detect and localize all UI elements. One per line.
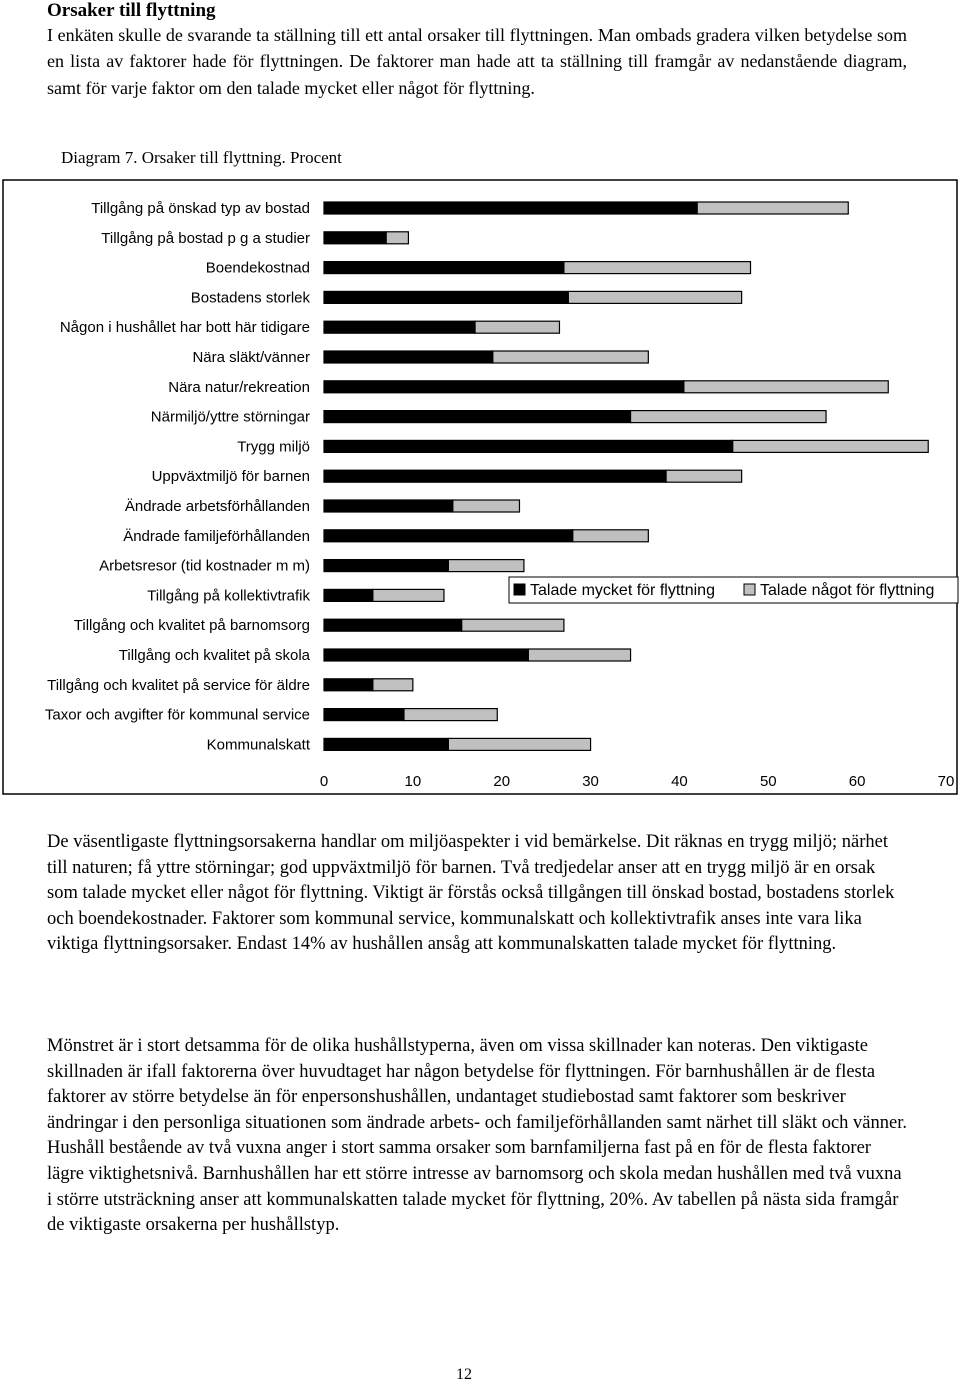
- page-number: 12: [456, 1366, 472, 1383]
- bar-mycket: [324, 709, 404, 721]
- paragraph-2: Mönstret är i stort detsamma för de olika hushållstyperna, även om vissa skillnader kan noteras. Den viktigaste skillnaden är ifall faktorerna över huvudtaget har någon betydelse för flyttningen. För barnhushållen är de flesta faktorer av större betydelse än för enpersonshushållen, undantaget studiebostad samt faktorer som beskriver ändringar i den personliga situationen som ändrade arbets- och familjeförhållanden samt närhet till släkt och vänner. Hushåll bestående av två vuxna anger i stort samma orsaker som barnfamiljerna fast på en för de flesta faktorer lägre viktighetsnivå. Barnhushållen har ett större intresse av barnomsorg och skola medan hushållen med två vuxna i större utsträckning anser att kommunalskatten talade mycket för flyttning, 20%. Av tabellen på nästa sida framgår de viktigaste orsakerna per hushållstyp.: [47, 1036, 907, 1236]
- legend: [509, 577, 958, 603]
- category-label: Tillgång och kvalitet på service för äldre: [47, 676, 310, 694]
- category-label: Arbetsresor (tid kostnader m m): [99, 557, 310, 575]
- category-label: Nära släkt/vänner: [192, 349, 310, 366]
- category-label: Uppväxtmiljö för barnen: [151, 468, 310, 486]
- x-tick-label: 10: [404, 773, 422, 790]
- category-label: Taxor och avgifter för kommunal service: [44, 706, 310, 724]
- category-label: Bostadens storlek: [190, 289, 310, 307]
- legend-label-mycket: Talade mycket för flyttning: [530, 582, 715, 599]
- bar-mycket: [324, 500, 453, 512]
- bar-mycket: [324, 262, 564, 274]
- bar-mycket: [324, 202, 697, 214]
- bar-nagot: [386, 232, 408, 244]
- bar-nagot: [733, 440, 928, 452]
- bar-mycket: [324, 351, 493, 363]
- category-label: Närmiljö/yttre störningar: [150, 408, 310, 426]
- x-tick-label: 30: [582, 773, 599, 790]
- category-label: Ändrade familjeförhållanden: [123, 527, 310, 545]
- bar-mycket: [324, 381, 684, 393]
- bar-nagot: [453, 500, 520, 512]
- section-heading: Orsaker till flyttning: [47, 0, 216, 21]
- intro-paragraph: I enkäten skulle de svarande ta ställning till ett antal orsaker till flyttningen. Man ombads gradera vilken betydelse som en lista av faktorer hade för flyttningen. De faktorer man hade att ta ställning till framgår av nedanstående diagram, samt för varje faktor om den talade mycket eller något för flyttning.: [47, 25, 907, 98]
- legend-swatch-mycket: [514, 584, 525, 595]
- category-label: Tillgång på bostad p g a studier: [101, 229, 310, 247]
- bar-mycket: [324, 440, 733, 452]
- bar-nagot: [404, 709, 497, 721]
- bar-nagot: [697, 202, 848, 214]
- category-label: Tillgång och kvalitet på barnomsorg: [73, 617, 310, 635]
- bar-mycket: [324, 619, 462, 631]
- diagram-caption: Diagram 7. Orsaker till flyttning. Procent: [61, 148, 342, 167]
- bar-nagot: [573, 530, 649, 542]
- x-tick-label: 40: [671, 773, 688, 790]
- x-tick-label: 70: [937, 773, 955, 790]
- bar-nagot: [666, 470, 742, 482]
- bar-mycket: [324, 560, 448, 572]
- category-label: Någon i hushållet har bott här tidigare: [59, 319, 310, 337]
- bar-nagot: [373, 679, 413, 691]
- category-label: Tillgång på önskad typ av bostad: [91, 200, 310, 217]
- bar-mycket: [324, 738, 448, 750]
- bar-nagot: [475, 321, 559, 333]
- bar-nagot: [684, 381, 888, 393]
- legend-label-nagot: Talade något för flyttning: [760, 582, 935, 599]
- bar-mycket: [324, 530, 573, 542]
- bar-mycket: [324, 589, 373, 601]
- category-label: Tillgång och kvalitet på skola: [118, 647, 310, 664]
- category-label: Boendekostnad: [205, 259, 310, 277]
- bar-nagot: [462, 619, 564, 631]
- category-label: Ändrade arbetsförhållanden: [124, 498, 310, 515]
- bar-nagot: [448, 738, 590, 750]
- category-label: Nära natur/rekreation: [168, 378, 310, 396]
- bar-nagot: [373, 589, 444, 601]
- x-tick-label: 60: [848, 773, 866, 790]
- x-tick-label: 20: [493, 773, 511, 790]
- bar-nagot: [631, 411, 826, 423]
- category-label: Kommunalskatt: [206, 736, 310, 754]
- x-tick-label: 0: [319, 773, 329, 790]
- bar-mycket: [324, 679, 373, 691]
- bar-mycket: [324, 470, 666, 482]
- bar-nagot: [528, 649, 630, 661]
- category-label: Tillgång på kollektivtrafik: [147, 587, 310, 605]
- bar-mycket: [324, 291, 568, 303]
- paragraph-1: De väsentligaste flyttningsorsakerna handlar om miljöaspekter i vid bemärkelse. Dit räknas en trygg miljö; närhet till naturen; få yttre störningar; god uppväxtmiljö för barnen. Två tredjedelar anser att en trygg miljö är en orsak som talade mycket eller något för flyttning. Viktigt är förstås också tillgången till önskad bostad, bostadens storlek och boendekostnader. Faktorer som kommunal service, kommunalskatt och kollektivtrafik anses inte vara lika viktiga flyttningsorsaker. Endast 14% av hushållen ansåg att kommunalskatten talade mycket för flyttning.: [47, 832, 895, 955]
- bar-mycket: [324, 232, 386, 244]
- bar-nagot: [564, 262, 751, 274]
- bar-mycket: [324, 649, 528, 661]
- bar-nagot: [493, 351, 649, 363]
- bar-nagot: [448, 560, 524, 572]
- bar-mycket: [324, 321, 475, 333]
- bar-mycket: [324, 411, 631, 423]
- x-tick-label: 50: [759, 773, 777, 790]
- bar-nagot: [568, 291, 741, 303]
- category-label: Trygg miljö: [237, 438, 310, 456]
- legend-swatch-nagot: [744, 584, 755, 595]
